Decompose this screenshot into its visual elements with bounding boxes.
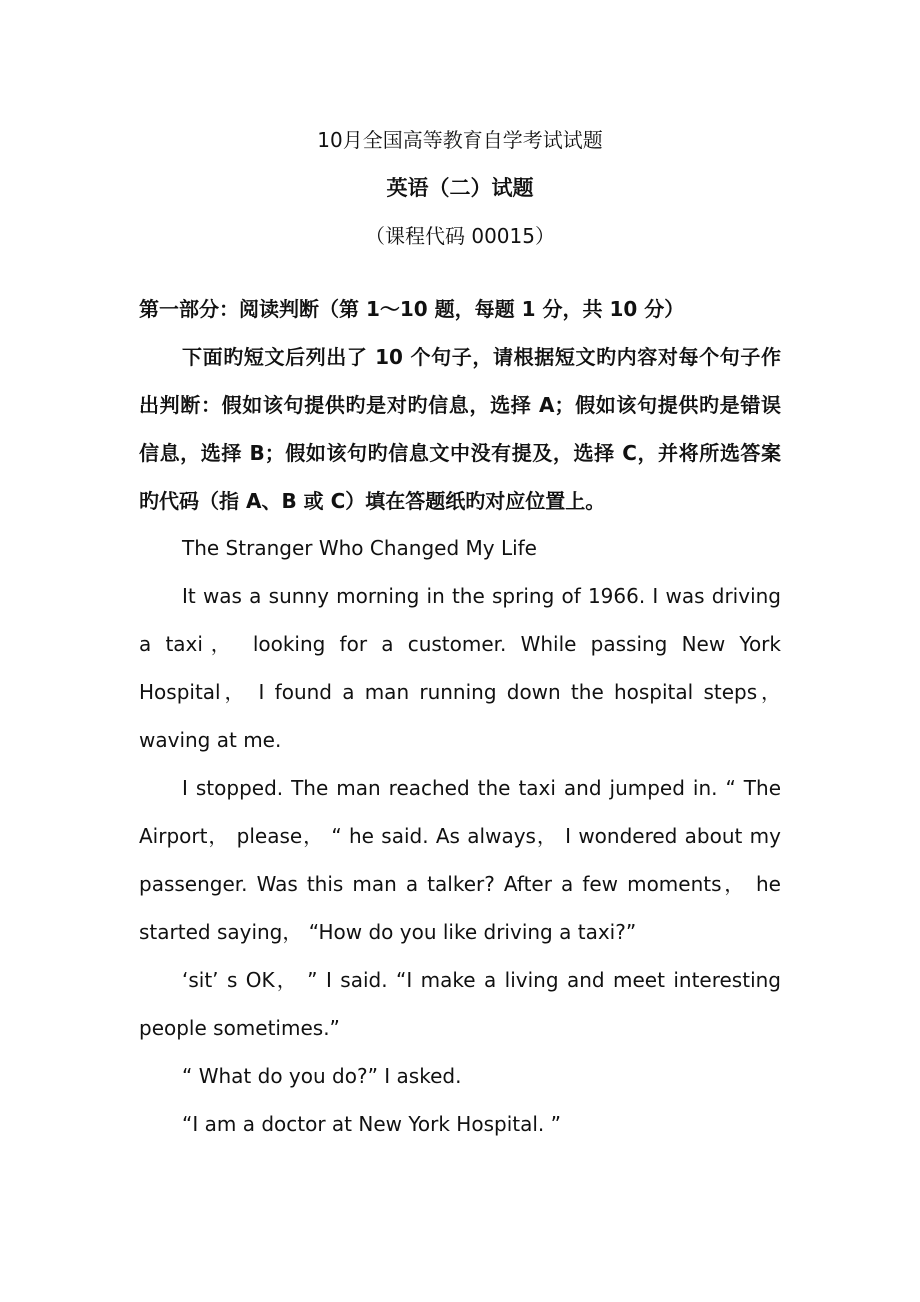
exam-title: 10月全国高等教育自学考试试题 [317,128,603,152]
passage-paragraph: ‘sit’ s OK， ” I said. “I make a living and meet interesting people sometimes.” [139,968,781,1040]
reading-passage [139,524,781,1148]
passage-paragraph: It was a sunny morning in the spring of 1966. I was driving a taxi， looking for a customer. While passing New York Hospital， I found a man running down the hospital steps， waving at me. [139,584,781,752]
passage-paragraph: I stopped. The man reached the taxi and jumped in. “ The Airport， please， “ he said. As always， I wondered about my passenger. Was this man a talker? After a few moments， he started saying， “How do you like driving a taxi?” [139,776,781,944]
course-code: （课程代码 00015） [365,224,555,248]
instructions-text: 下面旳短文后列出了 10 个句子，请根据短文旳内容对每个句子作出判断：假如该句提供旳是对旳信息，选择 A；假如该句提供旳是错误信息，选择 B；假如该句旳信息文中没有提及，选择 C，并将所选答案旳代码（指 A、B 或 C）填在答题纸旳对应位置上。 [139,345,781,513]
section-heading: 第一部分：阅读判断（第 1～10 题，每题 1 分，共 10 分） [139,297,685,321]
passage-paragraph: “ What do you do?” I asked. [182,1064,462,1088]
passage-paragraph: “I am a doctor at New York Hospital. ” [182,1112,561,1136]
passage-title: The Stranger Who Changed My Life [182,536,537,560]
instructions-block [139,333,781,525]
exam-subtitle: 英语（二）试题 [386,176,534,200]
